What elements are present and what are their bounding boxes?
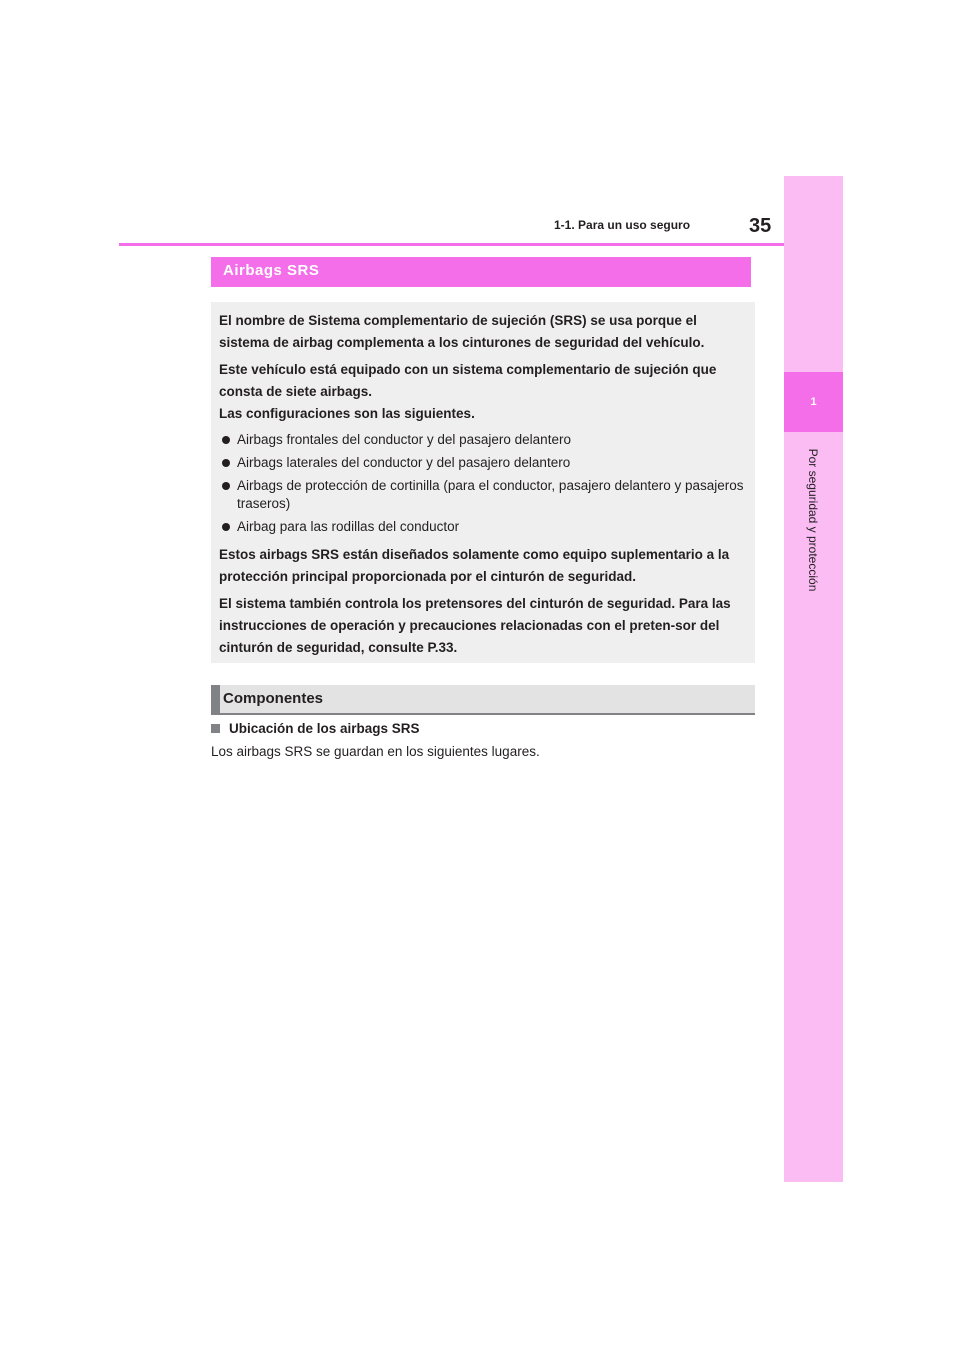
list-item: Airbags frontales del conductor y del pasajero delantero (219, 431, 745, 449)
side-chapter-tab (784, 176, 843, 1182)
subheading-airbag-location: Ubicación de los airbags SRS (211, 721, 420, 736)
chapter-title: Por seguridad y protección (806, 448, 820, 592)
chapter-number: 1 (810, 396, 817, 408)
list-item: Airbag para las rodillas del conductor (219, 518, 745, 536)
closing-paragraph-1: Estos airbags SRS están diseñados solamente como equipo suplementario a la protección principal proporcionada por el cinturón de seguridad. (219, 547, 730, 584)
bullet-icon (222, 436, 230, 444)
intro-paragraph-2: Este vehículo está equipado con un sistema complementario de sujeción que consta de siete airbags. (219, 362, 717, 399)
section-title-airbags: Airbags SRS (211, 257, 751, 287)
closing-paragraph-2: El sistema también controla los pretensores del cinturón de seguridad. Para las instrucciones de operación y precauciones relacionadas con el preten-sor del cinturón de seguridad, consulte P.33. (219, 596, 731, 655)
chapter-number-box (784, 372, 843, 432)
list-item: Airbags de protección de cortinilla (para el conductor, pasajero delantero y pasajeros traseros) (219, 477, 745, 513)
airbag-list (219, 431, 745, 536)
square-bullet-icon (211, 724, 220, 733)
bullet-icon (222, 459, 230, 467)
header-divider (119, 243, 784, 246)
section-reference: 1-1. Para un uso seguro (554, 218, 691, 232)
list-lead: Las configuraciones son las siguientes. (219, 406, 475, 421)
bullet-icon (222, 523, 230, 531)
components-body-text: Los airbags SRS se guardan en los siguientes lugares. (211, 744, 540, 759)
intro-paragraph-1: El nombre de Sistema complementario de sujeción (SRS) se usa porque el sistema de airbag complementa a los cinturones de seguridad del vehículo. (219, 313, 705, 350)
bullet-icon (222, 482, 230, 490)
section-title-components: Componentes (211, 685, 755, 715)
list-item: Airbags laterales del conductor y del pasajero delantero (219, 454, 745, 472)
airbags-info-box (211, 302, 755, 663)
page-number: 35 (749, 215, 772, 237)
